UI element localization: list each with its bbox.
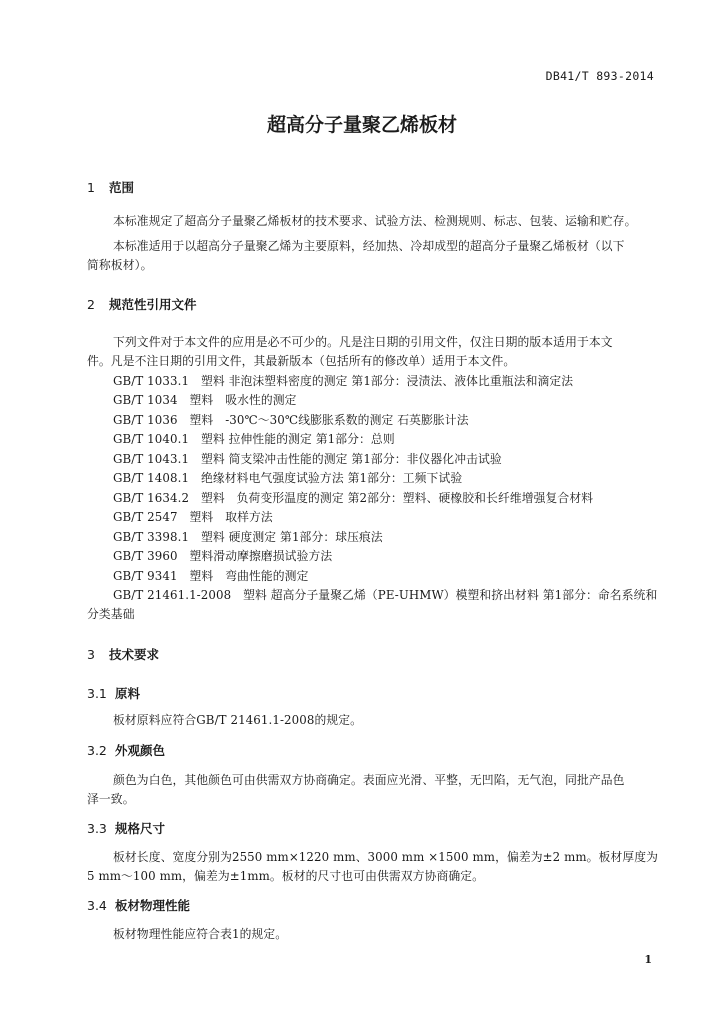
reference-item: GB/T 1634.2 塑料 负荷变形温度的测定 第2部分：塑料、硬橡胶和长纤维增强复合材料 [113, 491, 594, 505]
reference-item: GB/T 1043.1 塑料 简支梁冲击性能的测定 第1部分：非仪器化冲击试验 [113, 452, 502, 466]
section-3-3-heading [87, 819, 165, 837]
section-number: 2 [87, 297, 95, 312]
page-number: 1 [644, 953, 652, 966]
reference-item: GB/T 9341 塑料 弯曲性能的测定 [113, 569, 309, 583]
appearance-paragraph-line-1: 颜色为白色，其他颜色可由供需双方协商确定。表面应光滑、平整，无凹陷，无气泡，同批产品色 [113, 773, 625, 787]
section-title: 外观颜色 [115, 743, 166, 758]
section-3-1-heading [87, 684, 140, 702]
section-title: 规范性引用文件 [109, 297, 197, 312]
section-1-heading [87, 178, 134, 196]
reference-item: GB/T 3398.1 塑料 硬度测定 第1部分：球压痕法 [113, 530, 383, 544]
references-intro-line-1: 下列文件对于本文件的应用是必不可少的。凡是注日期的引用文件，仅注日期的版本适用于本文 [113, 335, 613, 349]
physical-properties-paragraph: 板材物理性能应符合表1的规定。 [113, 927, 288, 941]
section-number: 3 [87, 647, 95, 662]
size-paragraph-line-1: 板材长度、宽度分别为2550 mm×1220 mm、3000 mm ×1500 mm，偏差为±2 mm。板材厚度为 [113, 850, 659, 864]
reference-item: GB/T 1040.1 塑料 拉伸性能的测定 第1部分：总则 [113, 432, 395, 446]
section-title: 规格尺寸 [115, 821, 166, 836]
section-number: 3.2 [87, 743, 107, 758]
section-number: 3.4 [87, 898, 107, 913]
section-title: 技术要求 [109, 647, 160, 662]
appearance-paragraph-line-2: 泽一致。 [87, 792, 135, 806]
section-number: 3.3 [87, 821, 107, 836]
reference-item: GB/T 1033.1 塑料 非泡沫塑料密度的测定 第1部分：浸渍法、液体比重瓶法和滴定法 [113, 374, 574, 388]
section-3-heading [87, 645, 159, 663]
scope-paragraph-2-line-2: 简称板材）。 [87, 258, 153, 272]
reference-item: GB/T 1408.1 绝缘材料电气强度试验方法 第1部分：工频下试验 [113, 471, 463, 485]
section-title: 原料 [115, 686, 141, 701]
reference-item: GB/T 1034 塑料 吸水性的测定 [113, 393, 297, 407]
section-3-2-heading [87, 741, 165, 759]
references-intro-line-2: 件。凡是不注日期的引用文件，其最新版本（包括所有的修改单）适用于本文件。 [87, 354, 516, 368]
section-title: 板材物理性能 [115, 898, 191, 913]
raw-material-paragraph: 板材原料应符合GB/T 21461.1-2008的规定。 [113, 713, 363, 727]
reference-item: GB/T 1036 塑料 -30℃～30℃线膨胀系数的测定 石英膨胀计法 [113, 413, 469, 427]
section-number: 1 [87, 180, 95, 195]
section-3-4-heading [87, 896, 190, 914]
size-paragraph-line-2: 5 mm～100 mm，偏差为±1mm。板材的尺寸也可由供需双方协商确定。 [87, 869, 485, 883]
reference-item: GB/T 21461.1-2008 塑料 超高分子量聚乙烯（PE-UHMW）模塑和挤出材料 第1部分：命名系统和 [113, 588, 658, 602]
scope-paragraph-2-line-1: 本标准适用于以超高分子量聚乙烯为主要原料，经加热、冷却成型的超高分子量聚乙烯板材（以下 [113, 239, 625, 253]
reference-item-continuation: 分类基础 [87, 607, 135, 621]
section-2-heading [87, 295, 197, 313]
reference-item: GB/T 3960 塑料滑动摩擦磨损试验方法 [113, 549, 333, 563]
section-title: 范围 [109, 180, 135, 195]
section-number: 3.1 [87, 686, 107, 701]
document-title: 超高分子量聚乙烯板材 [266, 114, 457, 136]
reference-item: GB/T 2547 塑料 取样方法 [113, 510, 273, 524]
standard-code: DB41/T 893-2014 [545, 69, 654, 83]
scope-paragraph-1: 本标准规定了超高分子量聚乙烯板材的技术要求、试验方法、检测规则、标志、包装、运输和贮存。 [113, 214, 637, 228]
